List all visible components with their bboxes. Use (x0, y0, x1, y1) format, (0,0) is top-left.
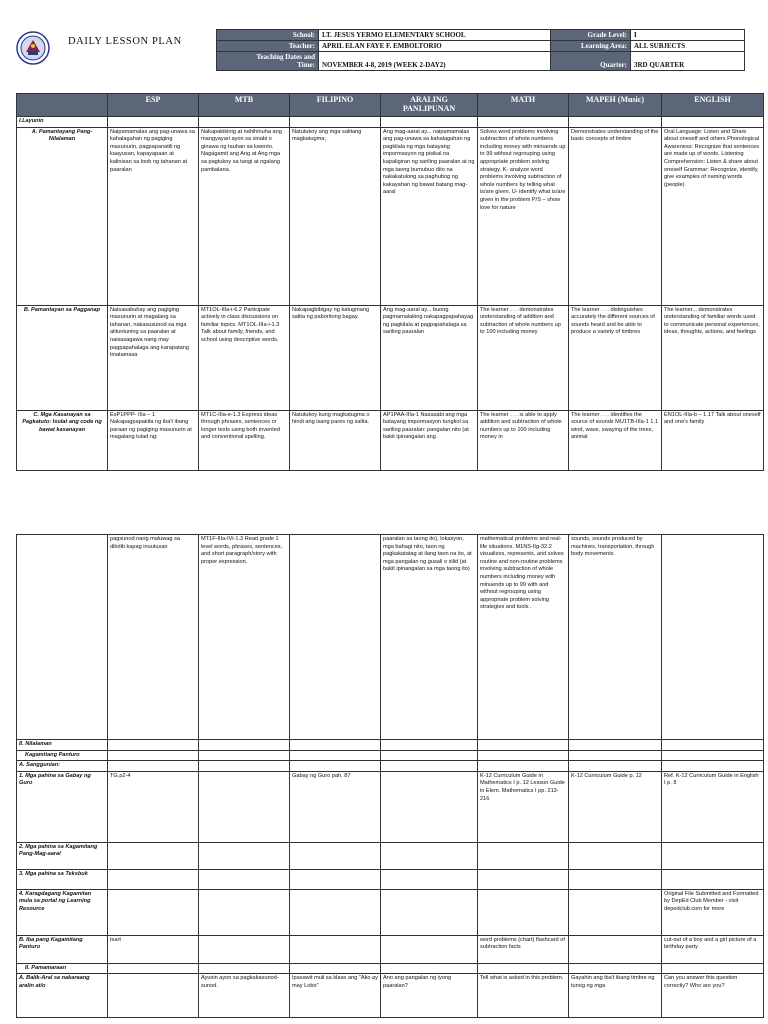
cell-filipino (290, 935, 381, 963)
cell-english (662, 761, 764, 772)
cell-mtb: MT1OL-IIIa-i-6.2 Participate actively in class discussions on familiar topics. MT1OL-IIIa-i-1.3 Talk about family, friends, and school using descriptive words. (199, 305, 290, 410)
cell-mtb (199, 771, 290, 842)
cell-esp: EsP1PPP- IIIa – 1 Nakapagpapakita ng iba't ibang paraan ng pagiging masunurin at magalang tulad ng: (108, 410, 199, 470)
cell-filipino (290, 963, 381, 974)
cell-esp: Naipamamalas ang pag-unawa sa kahalagahan ng pagiging masunurin, pagpapanatili ng kaayusan, kapayapaan at kalinisan sa loob ng tahanan at paaralan (108, 127, 199, 305)
cell-math: K-12 Curriculum Guide in Mathematics I p. 12 Lesson Guide in Elem. Mathematics I pp. 213-216 (478, 771, 569, 842)
cell-english (662, 750, 764, 761)
table-row (17, 761, 764, 772)
cell-araling-panlipunan: Ano ang pangalan ng iyong paaralan? (381, 974, 478, 1018)
cell-mtb (199, 750, 290, 761)
cell-esp (108, 761, 199, 772)
cell-mapeh-music: The learner . . . identifies the source of sounds MU1TB-IIIa-1 1.1 wind, wave, swaying of the trees, animal (569, 410, 662, 470)
cell-esp (108, 117, 199, 128)
cell-filipino (290, 750, 381, 761)
cell-mapeh-music (569, 750, 662, 761)
cell-mtb (199, 963, 290, 974)
cell-mapeh-music (569, 963, 662, 974)
row-label: B. Iba pang Kagamitang Panturo (17, 935, 108, 963)
cell-filipino (290, 740, 381, 751)
cell-araling-panlipunan (381, 117, 478, 128)
cell-esp (108, 750, 199, 761)
row-label: Kagamitang Panturo (17, 750, 108, 761)
cell-english: EN1OL-IIIa-b – 1.17 Talk about oneself and one's family (662, 410, 764, 470)
row-label: II. Pamamaraan (17, 963, 108, 974)
cell-araling-panlipunan: Ang mag-aaral ay... buong pagmamalaking nakapagpapahayag ng pagkilala at pagpapahalaga sa sariling paaralan (381, 305, 478, 410)
cell-english: Can you answer this question correctly? Who are you? (662, 974, 764, 1018)
cell-mapeh-music (569, 869, 662, 889)
row-label: B. Pamantayan sa Pagganap (17, 305, 108, 410)
cell-english (662, 117, 764, 128)
cell-mapeh-music (569, 761, 662, 772)
cell-filipino (290, 535, 381, 740)
row-label: 3. Mga pahina sa Teksbuk (17, 869, 108, 889)
cell-filipino: Ipasawit muli sa klase ang "Ako ay may Lobo" (290, 974, 381, 1018)
table-row (17, 535, 764, 740)
row-label: 2. Mga pahina sa Kagamitang Pang-Mag-aaral (17, 842, 108, 869)
table-row (17, 869, 764, 889)
cell-araling-panlipunan (381, 889, 478, 935)
table-row (17, 771, 764, 842)
cell-araling-panlipunan (381, 740, 478, 751)
cell-mapeh-music: K-12 Curriculum Guide p. 12 (569, 771, 662, 842)
cell-araling-panlipunan (381, 869, 478, 889)
table-row (17, 410, 764, 470)
teaching-dates-label-line1: Teaching Dates and (256, 53, 315, 61)
cell-math: Solves word problems involving subtraction of whole numbers including money with minuends up to 99 without regrouping using appropriate problem solving strategy. K- analyze word problems involving subtraction of whole numbers by telling what is/are given. U- identify what is/are given in the problem P/S – show love for nature (478, 127, 569, 305)
cell-esp: Naisasabuhay ang pagiging masunurin at magalang sa tahanan, nakasusunod sa mga alituntuning sa paaralan at naisasagawa nang may pagpapahalaga ang karapatang tinatamasa (108, 305, 199, 410)
cell-english (662, 535, 764, 740)
cell-esp (108, 889, 199, 935)
row-label (17, 535, 108, 740)
cell-math: The learner . . . is able to apply addition and subtraction of whole numbers up to 100 including money in (478, 410, 569, 470)
cell-math: Tell what is asked in this problem. (478, 974, 569, 1018)
row-label: A. Pamantayang Pang-Nilalaman (17, 127, 108, 305)
row-label: 1. Mga pahina sa Gabay ng Guro (17, 771, 108, 842)
column-header-mapeh-music: MAPEH (Music) (569, 94, 662, 117)
cell-esp (108, 974, 199, 1018)
cell-filipino (290, 761, 381, 772)
cell-mtb (199, 117, 290, 128)
grade-level-label: Grade Level: (551, 30, 631, 41)
cell-math: mathematical problems and real- life situations. M1NS-IIg-32.2 visualizes, represents, and solves routine and non-routine problems involving subtraction of whole numbers including money with minuends up to 99 with and without regrouping using appropriate problem solving strategies and tools . (478, 535, 569, 740)
deped-seal-logo (16, 31, 50, 65)
cell-araling-panlipunan: AP1PAA-IIIa-1 Nasasabi ang mga batayang impormasyon tungkol sa sariling paaralan: pangalan nito (at bakit ipinangalan ang (381, 410, 478, 470)
cell-mtb (199, 869, 290, 889)
document-title: DAILY LESSON PLAN (68, 36, 182, 47)
teaching-dates-value: NOVEMBER 4-8, 2019 (WEEK 2-DAY2) (319, 52, 551, 71)
cell-mtb (199, 842, 290, 869)
column-header-row (17, 94, 764, 117)
cell-esp: TG.p2-4 (108, 771, 199, 842)
table-row (17, 750, 764, 761)
cell-math (478, 869, 569, 889)
teacher-value: APRIL ELAN FAYE F. EMBOLTORIO (319, 41, 551, 52)
cell-esp (108, 963, 199, 974)
cell-araling-panlipunan (381, 963, 478, 974)
grade-level-value: I (631, 30, 745, 41)
cell-math (478, 117, 569, 128)
column-header-blank (17, 94, 108, 117)
cell-araling-panlipunan (381, 842, 478, 869)
cell-filipino (290, 869, 381, 889)
row-label: I.Layunin (17, 117, 108, 128)
cell-english (662, 963, 764, 974)
table-row (17, 117, 764, 128)
row-label: A. Sanggunian: (17, 761, 108, 772)
column-header-filipino: FILIPINO (290, 94, 381, 117)
cell-mtb (199, 935, 290, 963)
cell-mtb (199, 761, 290, 772)
cell-mapeh-music: sounds, sounds produced by machines, transportation, through body movements (569, 535, 662, 740)
cell-math (478, 750, 569, 761)
cell-math: word problems (chart) flashcard of subtraction facts (478, 935, 569, 963)
school-label: School: (217, 30, 319, 41)
cell-esp: tsart (108, 935, 199, 963)
table-row (17, 889, 764, 935)
table-row (17, 127, 764, 305)
cell-english: cut-out of a boy and a girl picture of a birthday party (662, 935, 764, 963)
cell-math (478, 889, 569, 935)
cell-english (662, 740, 764, 751)
column-header-math: MATH (478, 94, 569, 117)
cell-filipino (290, 117, 381, 128)
lesson-plan-table-part1 (16, 93, 764, 471)
learning-area-value: ALL SUBJECTS (631, 41, 745, 52)
school-value: LT. JESUS YERMO ELEMENTARY SCHOOL (319, 30, 551, 41)
cell-mapeh-music: Demonstrates understanding of the basic concepts of timbre (569, 127, 662, 305)
cell-araling-panlipunan (381, 761, 478, 772)
column-header-mtb: MTB (199, 94, 290, 117)
cell-esp (108, 869, 199, 889)
cell-mtb (199, 740, 290, 751)
learning-area-label: Learning Area: (551, 41, 631, 52)
table-row (17, 305, 764, 410)
cell-filipino: Natutukoy ang mga salitang magkatugma; (290, 127, 381, 305)
row-label: C. Mga Kasanayan sa Pagkatuto: Isulat ang code ng bawat kasanayan (17, 410, 108, 470)
cell-math (478, 740, 569, 751)
teaching-dates-label (217, 52, 319, 71)
row-label: II. Nilalaman (17, 740, 108, 751)
cell-esp: pagsunod nang maluwag sa dibdib kapag inuutusan (108, 535, 199, 740)
cell-filipino: Natutukoy kung magkatugma o hindi ang isang pares ng salita. (290, 410, 381, 470)
cell-english: Oral Language: Listen and Share about oneself and others Phonological Awareness: Recognize that sentences are made up of words. Listening Comprehension: Listen & share about oneself Grammar: Recognize, identify, give examples of naming words (people) (662, 127, 764, 305)
cell-esp (108, 740, 199, 751)
cell-esp (108, 842, 199, 869)
table-row (17, 963, 764, 974)
cell-mtb: MT1C-IIIa-e-1.3 Express ideas through phrases, sentences or longer texts using both invented and conventional spelling. (199, 410, 290, 470)
row-label: A. Balik-Aral sa nakaraang aralin at/o (17, 974, 108, 1018)
cell-english: Ref. K-12 Curriculum Guide in English I p. 8 (662, 771, 764, 842)
cell-filipino: Nakapagbibigay ng katugmang salita ng paboritong bagay. (290, 305, 381, 410)
column-header-esp: ESP (108, 94, 199, 117)
quarter-label: Quarter: (551, 52, 631, 71)
cell-mtb: Nakapakikinig at nahihinuha ang mangyayari ayon sa sinabi o ginawa ng tauhan sa kwento. Nagagamit ang Ang at Ang mga sa pagtukoy sa tangi at ngalang pambalana. (199, 127, 290, 305)
cell-araling-panlipunan (381, 935, 478, 963)
cell-mapeh-music (569, 842, 662, 869)
cell-mapeh-music: Gayahin ang iba't ibang timbre ng tunog ng mga (569, 974, 662, 1018)
cell-math (478, 842, 569, 869)
cell-mtb: Ayusin ayon sa pagkakasunod-sunod. (199, 974, 290, 1018)
cell-mapeh-music: The learner . . . distinguishes accurately the different sources of sounds heard and be able to produce a variety of timbres (569, 305, 662, 410)
cell-english (662, 869, 764, 889)
column-header-english: ENGLISH (662, 94, 764, 117)
cell-english: Original File Submitted and Formatted by DepEd Club Member - visit depedclub.com for more (662, 889, 764, 935)
table-row (17, 740, 764, 751)
cell-mtb (199, 889, 290, 935)
lesson-plan-table-part2 (16, 534, 764, 1018)
cell-araling-panlipunan (381, 750, 478, 761)
cell-filipino (290, 842, 381, 869)
cell-mapeh-music (569, 117, 662, 128)
cell-filipino: Gabay ng Guro pah. 87 (290, 771, 381, 842)
teacher-label: Teacher: (217, 41, 319, 52)
table-row (17, 842, 764, 869)
cell-araling-panlipunan: Ang mag-aaral ay... naipamamalas ang pag-unawa sa kahalagahan ng pagkilala ng mga batayang impormasyon ng pisikal na kapaligiran ng sariling paaralan at ng mga taong bumubuo dito na nakakatulong sa paghubog ng kakayahan ng bawat batang mag-aaral (381, 127, 478, 305)
cell-english: The learner... demonstrates understanding of familiar words used to communicate personal experiences, ideas, thoughts, actions, and feelings (662, 305, 764, 410)
cell-math: The learner . . . demonstrates understanding of addition and subtraction of whole numbers up to 100 including money (478, 305, 569, 410)
cell-mtb: MT1F-IIIa-IVi-1.3 Read grade 1 level words, phrases, sentences, and short paragraph/story with proper expression. (199, 535, 290, 740)
cell-araling-panlipunan (381, 771, 478, 842)
cell-math (478, 963, 569, 974)
table-row (17, 974, 764, 1018)
cell-mapeh-music (569, 889, 662, 935)
cell-math (478, 761, 569, 772)
cell-english (662, 842, 764, 869)
header-info-table (216, 29, 745, 71)
column-header-araling-panlipunan: ARALING PANLIPUNAN (381, 94, 478, 117)
cell-filipino (290, 889, 381, 935)
quarter-value: 3RD QUARTER (631, 52, 745, 71)
cell-araling-panlipunan: paaralan sa taong ito), lokasyon, mga bahagi nito, taon ng pagkakatatag at ilang taon na ito, at mga pangalan ng gusali o silid (at bakit ipinangalan sa mga taong ito) (381, 535, 478, 740)
row-label: 4. Karagdagang Kagamitan mula sa portal ng Learning Resource (17, 889, 108, 935)
cell-mapeh-music (569, 740, 662, 751)
teaching-dates-label-line2: Time: (297, 61, 315, 69)
cell-mapeh-music (569, 935, 662, 963)
table-row (17, 935, 764, 963)
